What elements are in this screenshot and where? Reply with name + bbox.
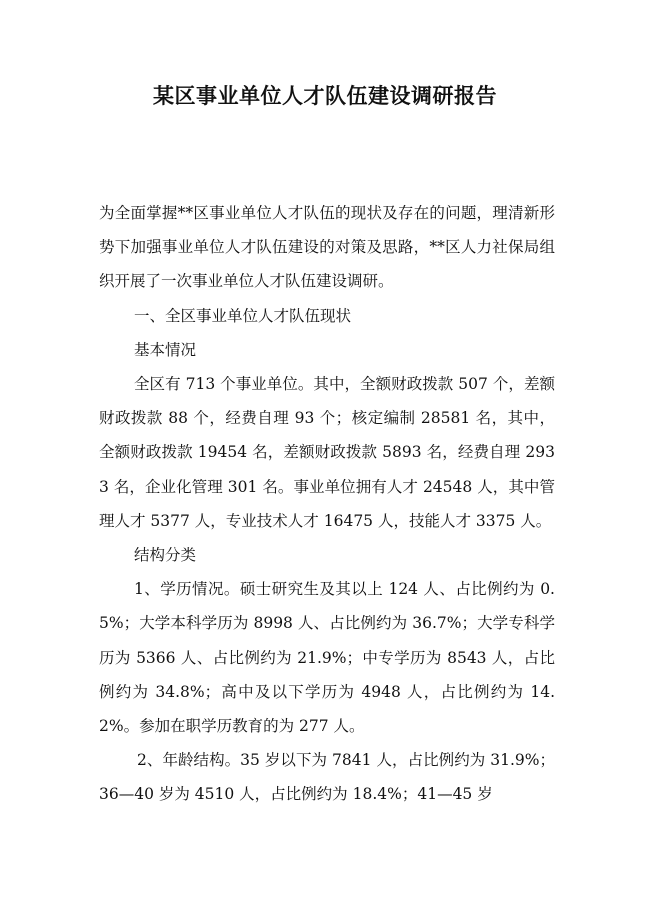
basic-info-paragraph: 全区有 713 个事业单位。其中，全额财政拨款 507 个，差额财政拨款 88 个，经费自理 93 个；核定编制 28581 名，其中，全额财政拨款 19454 名，差额财政拨款 5893 名，经费自理 2933 名，企业化管理 301 名。事业单位拥有人才 24548 人，其中管理人才 5377 人，专业技术人才 16475 人，技能人才 3375 人。 xyxy=(99,375,555,530)
section-heading: 一、全区事业单位人才队伍现状 xyxy=(134,306,352,325)
document-body xyxy=(99,196,555,812)
document-title: 某区事业单位人才队伍建设调研报告 xyxy=(153,84,497,108)
age-paragraph: 2、年龄结构。35 岁以下为 7841 人，占比例约为 31.9%；36—40 岁为 4510 人，占比例约为 18.4%；41—45 岁 xyxy=(99,751,555,804)
education-paragraph: 1、学历情况。硕士研究生及其以上 124 人、占比例约为 0.5%；大学本科学历为 8998 人、占比例约为 36.7%；大学专科学历为 5366 人、占比例约为 21.9%；中专学历为 8543 人，占比例约为 34.8%；高中及以下学历为 4948 人，占比例约为 14.2%。参加在职学历教育的为 277 人。 xyxy=(99,580,555,736)
subheading-basic: 基本情况 xyxy=(134,340,197,359)
intro-paragraph: 为全面掌握**区事业单位人才队伍的现状及存在的问题，理清新形势下加强事业单位人才队伍建设的对策及思路，**区人力社保局组织开展了一次事业单位人才队伍建设调研。 xyxy=(99,204,555,291)
subheading-structure: 结构分类 xyxy=(134,546,197,565)
